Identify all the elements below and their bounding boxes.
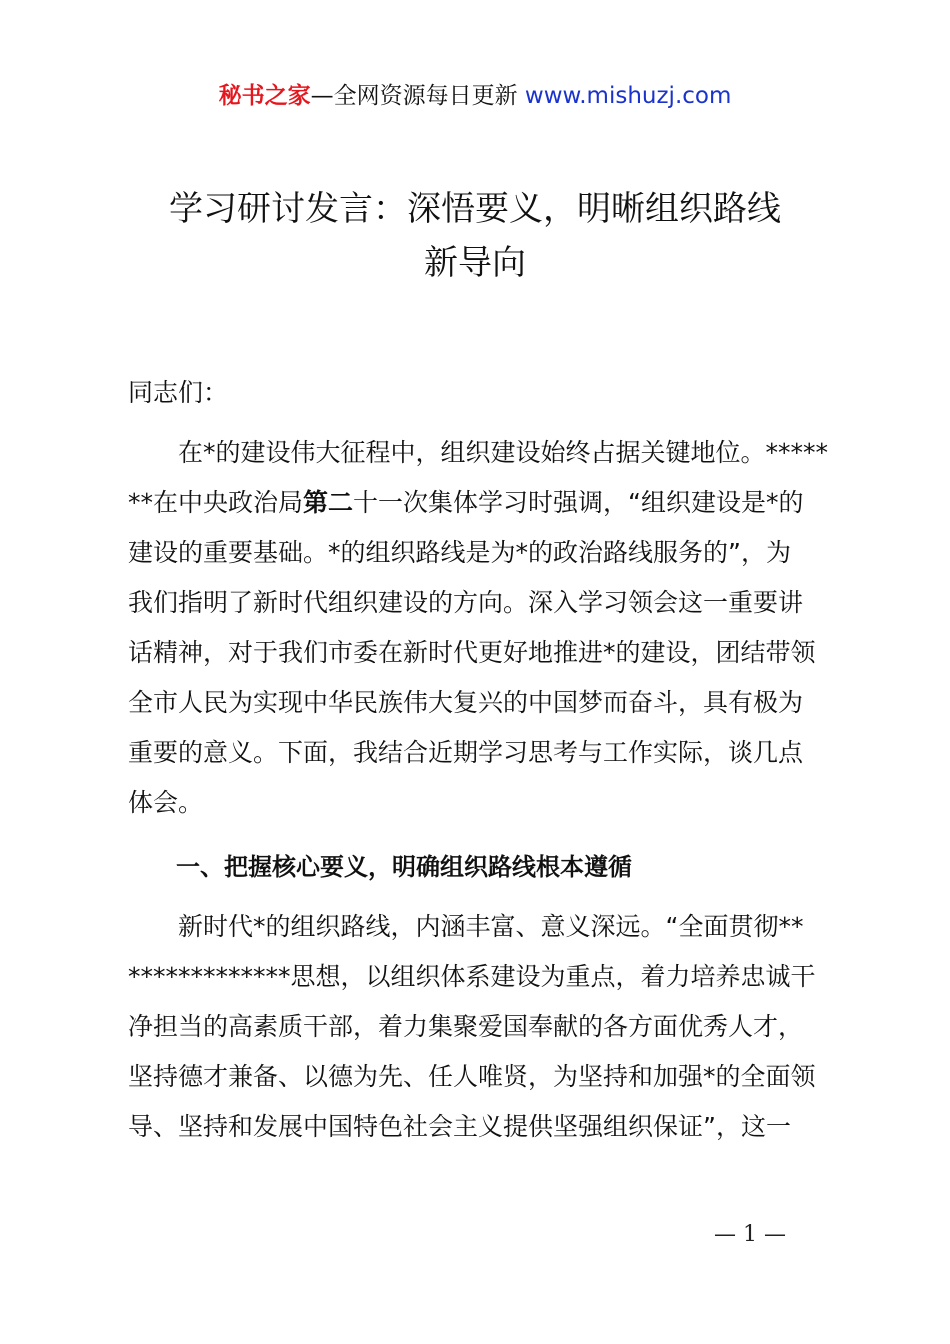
paragraph-line: 建设的重要基础。*的组织路线是为*的政治路线服务的”，为 bbox=[128, 538, 791, 567]
brand-name: 秘书之家 bbox=[218, 83, 311, 109]
greeting-text: 同志们： bbox=[128, 378, 229, 407]
site-url[interactable]: www.mishuzj.com bbox=[524, 83, 732, 109]
paragraph-line: 导、坚持和发展中国特色社会主义提供坚强组织保证”，这一 bbox=[128, 1112, 791, 1141]
paragraph-line: 重要的意义。下面，我结合近期学习思考与工作实际，谈几点 bbox=[128, 738, 804, 767]
paragraph-line: 坚持德才兼备、以德为先、任人唯贤，为坚持和加强*的全面领 bbox=[128, 1062, 816, 1091]
paragraph-intro bbox=[128, 428, 840, 828]
paragraph-line: 体会。 bbox=[128, 788, 204, 817]
header-tagline: —全网资源每日更新 bbox=[310, 83, 525, 109]
paragraph-line: 话精神，对于我们市委在新时代更好地推进*的建设，团结带领 bbox=[128, 638, 816, 667]
paragraph-line-part: 十一次集体学习时强调，“组织建设是*的 bbox=[353, 488, 804, 517]
paragraph-line: 在*的建设伟大征程中，组织建设始终占据关键地位。***** bbox=[128, 438, 829, 467]
paragraph-line: 净担当的高素质干部，着力集聚爱国奉献的各方面优秀人才， bbox=[128, 1012, 804, 1041]
paragraph-line: 我们指明了新时代组织建设的方向。深入学习领会这一重要讲 bbox=[128, 588, 804, 617]
paragraph-section-1 bbox=[128, 902, 840, 1152]
page-number: — 1 — bbox=[714, 1222, 786, 1247]
title-line-1: 学习研讨发言：深悟要义，明晰组织路线 bbox=[169, 189, 781, 229]
section-heading-text: 一、把握核心要义，明确组织路线根本遵循 bbox=[128, 853, 632, 881]
paragraph-line: 全市人民为实现中华民族伟大复兴的中国梦而奋斗，具有极为 bbox=[128, 688, 804, 717]
bold-text: 第二 bbox=[303, 488, 354, 517]
section-heading-1 bbox=[128, 842, 840, 892]
paragraph-line: *************思想，以组织体系建设为重点，着力培养忠诚干 bbox=[128, 962, 816, 991]
paragraph-line-part: **在中央政治局 bbox=[128, 488, 304, 517]
paragraph-line: 新时代*的组织路线，内涵丰富、意义深远。“全面贯彻** bbox=[128, 912, 804, 941]
greeting bbox=[128, 368, 840, 418]
site-header bbox=[0, 80, 950, 112]
document-title bbox=[100, 182, 850, 290]
paragraph-line bbox=[128, 478, 840, 528]
title-line-2: 新导向 bbox=[424, 243, 526, 283]
